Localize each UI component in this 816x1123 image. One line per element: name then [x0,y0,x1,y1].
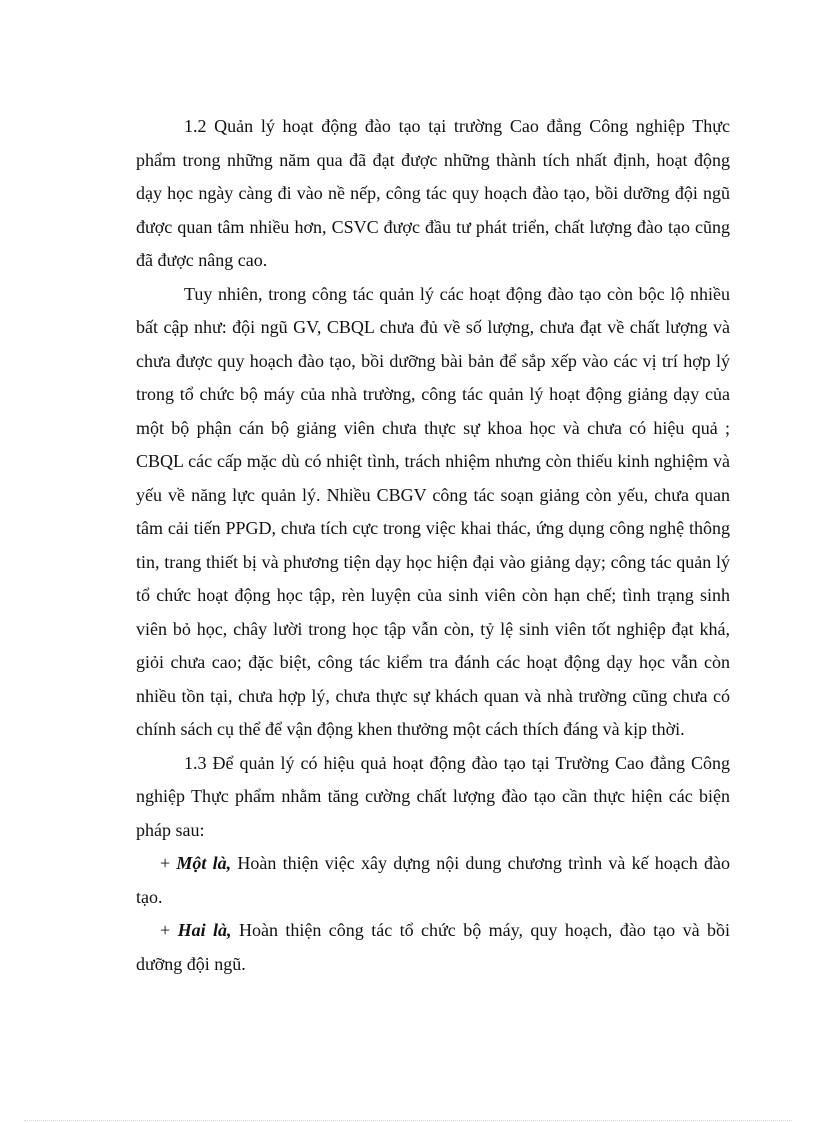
list-item-hai-la [136,914,730,981]
list-item-prefix: + [160,920,178,940]
document-page [136,110,730,981]
page-bottom-rule [24,1120,792,1121]
list-item-lead: Hai là, [177,920,232,940]
paragraph-limitations: Tuy nhiên, trong công tác quản lý các hoạt động đào tạo còn bộc lộ nhiều bất cập như: đội ngũ GV, CBQL chưa đủ về số lượng, chưa đạt về chất lượng và chưa được quy hoạch đào tạo, bồi dưỡng bài bản để sắp xếp vào các vị trí hợp lý trong tổ chức bộ máy của nhà trường, công tác quản lý hoạt động giảng dạy của một bộ phận cán bộ giảng viên chưa thực sự khoa học và chưa có hiệu quả ; CBQL các cấp mặc dù có nhiệt tình, trách nhiệm nhưng còn thiếu kinh nghiệm và yếu về năng lực quản lý. Nhiều CBGV công tác soạn giảng còn yếu, chưa quan tâm cải tiến PPGD, chưa tích cực trong việc khai thác, ứng dụng công nghệ thông tin, trang thiết bị và phương tiện dạy học hiện đại vào giảng dạy; công tác quản lý tổ chức hoạt động học tập, rèn luyện của sinh viên còn hạn chế; tình trạng sinh viên bỏ học, chây lười trong học tập vẫn còn, tỷ lệ sinh viên tốt nghiệp đạt khá, giỏi chưa cao; đặc biệt, công tác kiểm tra đánh các hoạt động dạy học vẫn còn nhiều tồn tại, chưa hợp lý, chưa thực sự khách quan và nhà trường cũng chưa có chính sách cụ thể để vận động khen thưởng một cách thích đáng và kịp thời. [136,283,730,739]
list-item-lead: Một là, [176,853,232,873]
list-item-text: Hoàn thiện công tác tổ chức bộ máy, quy hoạch, đào tạo và bồi dưỡng đội ngũ. [136,920,730,974]
list-item-prefix: + [160,853,177,873]
paragraph-1-2: 1.2 Quản lý hoạt động đào tạo tại trường Cao đẳng Công nghiệp Thực phẩm trong những năm qua đã đạt được những thành tích nhất định, hoạt động dạy học ngày càng đi vào nề nếp, công tác quy hoạch đào tạo, bồi dưỡng đội ngũ được quan tâm nhiều hơn, CSVC được đầu tư phát triển, chất lượng đào tạo cũng đã được nâng cao. [136,116,730,270]
list-item-mot-la [136,847,730,914]
paragraph-1-3: 1.3 Để quản lý có hiệu quả hoạt động đào tạo tại Trường Cao đẳng Công nghiệp Thực phẩm nhằm tăng cường chất lượng đào tạo cần thực hiện các biện pháp sau: [136,752,730,840]
list-item-text: Hoàn thiện việc xây dựng nội dung chương trình và kế hoạch đào tạo. [136,853,730,907]
